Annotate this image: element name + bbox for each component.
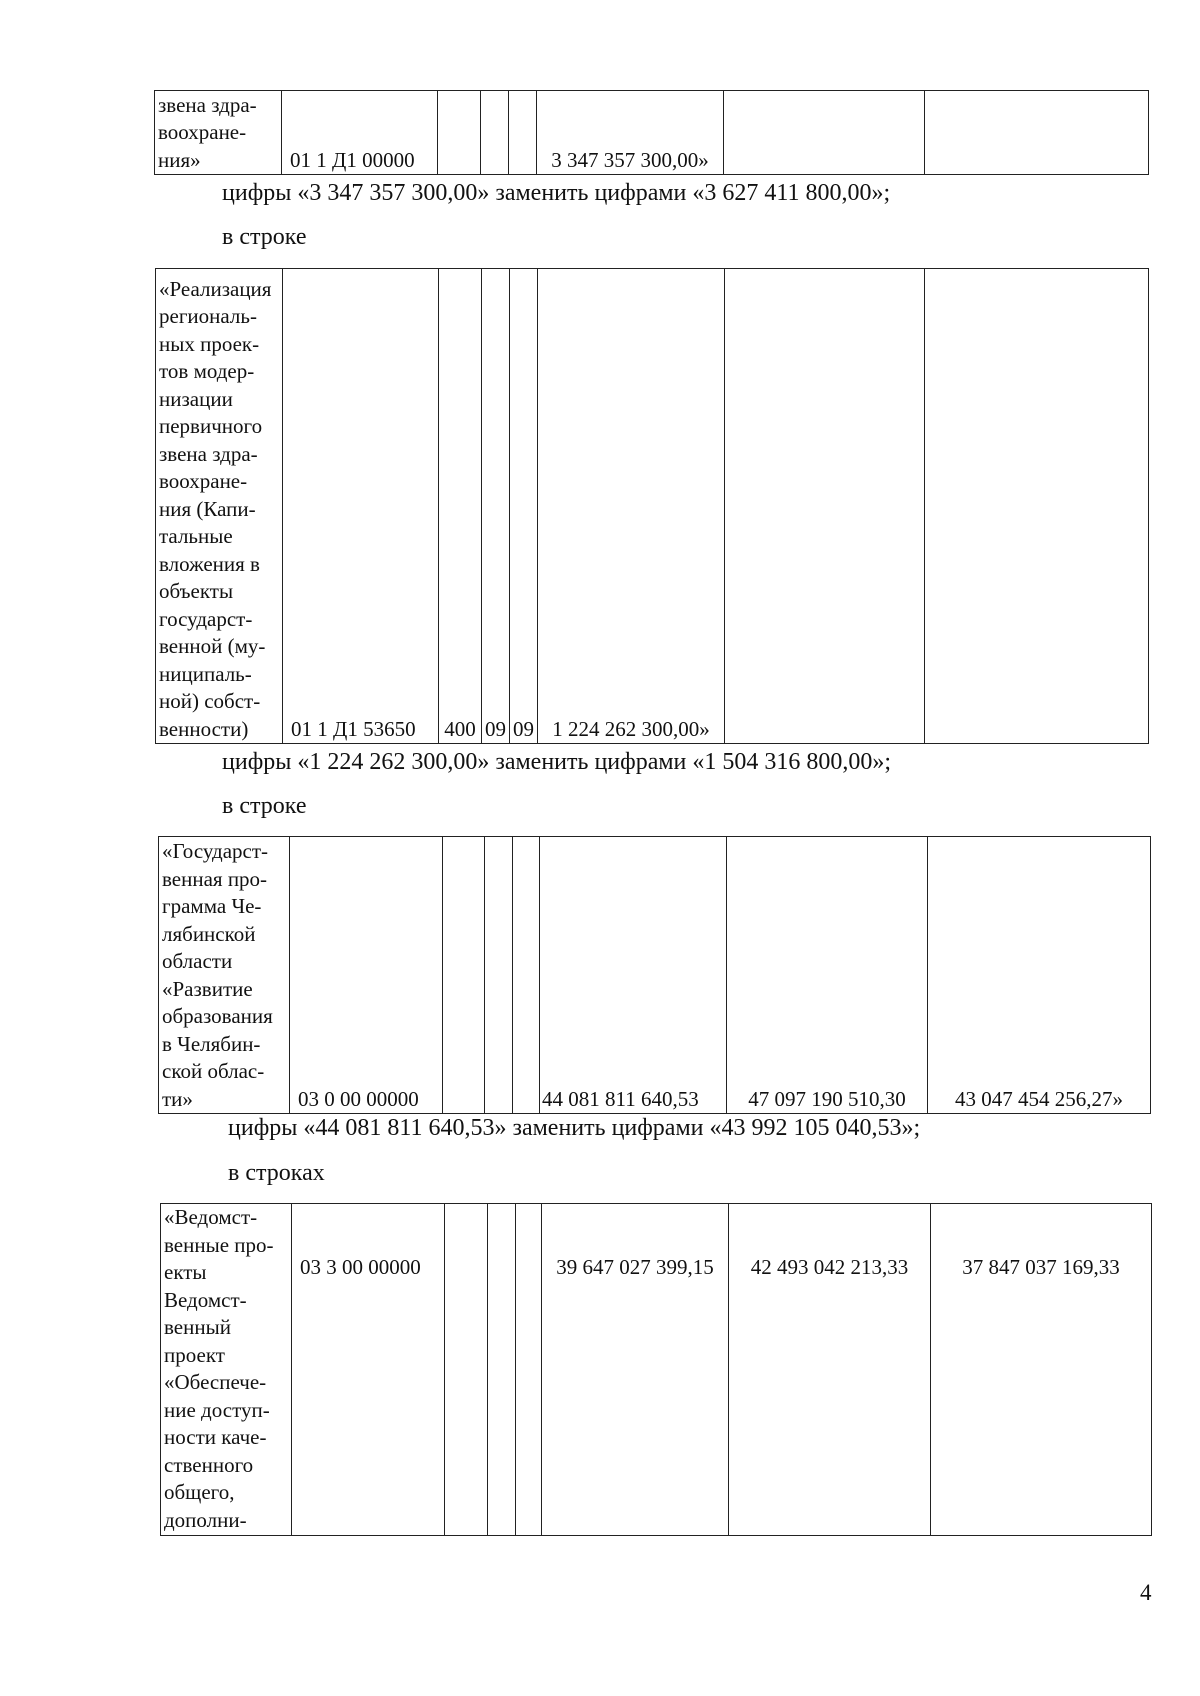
target-article-cell: 01 1 Д1 53650 <box>283 269 439 744</box>
amount-cell-3 <box>925 91 1149 175</box>
amount-cell-2 <box>725 269 925 744</box>
target-article-cell: 03 0 00 00000 <box>290 837 443 1114</box>
row-name-line: ниципаль- <box>159 661 252 686</box>
row-name-line: венный <box>164 1315 231 1339</box>
expense-type-cell: 400 <box>439 269 482 744</box>
row-name-line: ния» <box>158 147 201 172</box>
subsection-cell <box>516 1204 542 1536</box>
amount-cell-1: 39 647 027 399,15 <box>542 1204 729 1536</box>
row-name-cell <box>161 1204 292 1536</box>
page-number: 4 <box>1140 1580 1152 1605</box>
row-name-line: ской облас- <box>162 1059 265 1083</box>
expense-type-cell <box>438 91 481 175</box>
row-name-line: звена здра- <box>159 441 258 466</box>
section-cell: 09 <box>482 269 510 744</box>
in-row-label-2: в строке <box>222 793 307 819</box>
row-name-line: венности) <box>159 716 249 741</box>
amount-cell-2 <box>724 91 925 175</box>
row-name-line: ности каче- <box>164 1425 267 1449</box>
row-name-line: екты <box>164 1260 207 1284</box>
amount-cell-3: 37 847 037 169,33 <box>931 1204 1152 1536</box>
budget-table-4 <box>160 1203 1152 1536</box>
row-name-line: «Развитие <box>162 976 253 1001</box>
row-name-line: вложения в <box>159 551 260 576</box>
subsection-cell <box>509 91 537 175</box>
row-name-line: ственного <box>164 1452 254 1477</box>
row-name-line: государст- <box>159 606 253 631</box>
replace-instruction-3: цифры «44 081 811 640,53» заменить цифрами «43 992 105 040,53»; <box>228 1115 921 1141</box>
expense-type-cell <box>443 837 485 1114</box>
section-cell <box>481 91 509 175</box>
amount-cell-3 <box>925 269 1149 744</box>
section-cell <box>488 1204 516 1536</box>
target-article-cell: 03 3 00 00000 <box>292 1204 445 1536</box>
row-name-cell <box>155 91 282 175</box>
amount-cell-1: 3 347 357 300,00» <box>537 91 724 175</box>
replace-instruction-1: цифры «3 347 357 300,00» заменить цифрами «3 627 411 800,00»; <box>222 180 891 206</box>
row-name-line: ти» <box>162 1086 193 1111</box>
row-name-line: «Ведомст- <box>164 1205 258 1229</box>
row-name-line: ние доступ- <box>164 1397 270 1422</box>
row-name-line: региональ- <box>159 304 257 328</box>
amount-cell-2: 47 097 190 510,30 <box>727 837 928 1114</box>
amount-cell-3: 43 047 454 256,27» <box>928 837 1151 1114</box>
row-name-cell <box>156 269 283 744</box>
row-name-line: воохране- <box>159 469 248 493</box>
row-name-line: низации <box>159 386 233 411</box>
row-name-line: грамма Че- <box>162 894 262 918</box>
amount-cell-1: 44 081 811 640,53 <box>540 837 727 1114</box>
row-name-line: лябинской <box>162 921 256 946</box>
row-name-line: тов модер- <box>159 359 255 383</box>
row-name-line: венной (му- <box>159 634 266 658</box>
row-name-cell <box>159 837 290 1114</box>
row-name-line: в Челябин- <box>162 1031 261 1056</box>
in-rows-label: в строках <box>228 1160 325 1186</box>
subsection-cell: 09 <box>510 269 538 744</box>
in-row-label-1: в строке <box>222 224 307 250</box>
row-name-line: Ведомст- <box>164 1287 247 1312</box>
row-name-line: образования <box>162 1004 273 1028</box>
row-name-line: звена здра- <box>158 92 257 117</box>
expense-type-cell <box>445 1204 488 1536</box>
section-cell <box>485 837 513 1114</box>
row-name-line: объекты <box>159 579 234 603</box>
row-name-line: ной) собст- <box>159 689 261 713</box>
replace-instruction-2: цифры «1 224 262 300,00» заменить цифрами «1 504 316 800,00»; <box>222 749 892 775</box>
row-name-line: «Реализация <box>159 276 272 301</box>
row-name-line: области <box>162 949 233 973</box>
row-name-line: «Государст- <box>162 839 269 863</box>
row-name-line: воохране- <box>158 120 247 144</box>
target-article-cell: 01 1 Д1 00000 <box>282 91 438 175</box>
row-name-line: дополни- <box>164 1507 247 1532</box>
amount-cell-1: 1 224 262 300,00» <box>538 269 725 744</box>
row-name-line: «Обеспече- <box>164 1370 267 1394</box>
row-name-line: ных проек- <box>159 331 260 356</box>
budget-table-2 <box>155 268 1149 744</box>
row-name-line: проект <box>164 1342 225 1367</box>
row-name-line: венная про- <box>162 866 268 891</box>
amount-cell-2: 42 493 042 213,33 <box>729 1204 931 1536</box>
row-name-line: общего, <box>164 1480 235 1504</box>
subsection-cell <box>513 837 540 1114</box>
row-name-line: тальные <box>159 524 233 548</box>
budget-table-1 <box>154 90 1149 175</box>
row-name-line: первичного <box>159 414 263 438</box>
budget-table-3 <box>158 836 1151 1114</box>
row-name-line: ния (Капи- <box>159 496 256 521</box>
row-name-line: венные про- <box>164 1232 274 1257</box>
